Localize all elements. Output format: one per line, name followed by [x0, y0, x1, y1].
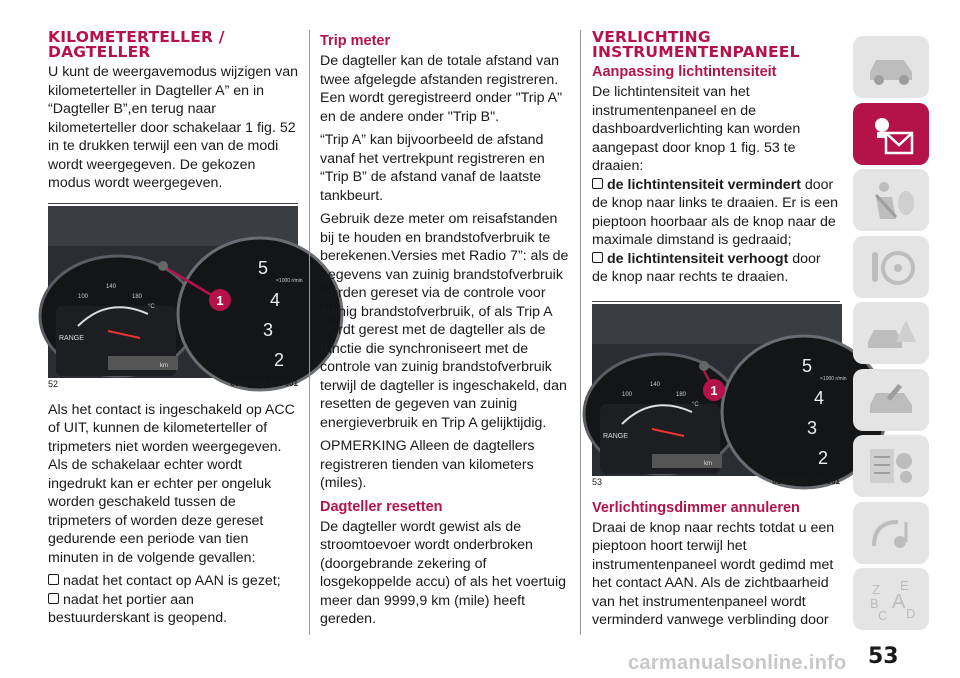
column-right	[592, 28, 847, 635]
warning-lights-icon	[862, 109, 920, 159]
temp-label-180: 180	[676, 391, 687, 398]
checkbox-bullet-icon	[48, 593, 59, 604]
bullet-bold: de lichtintensiteit vermindert	[607, 176, 801, 193]
tab-technical-data[interactable]	[853, 435, 929, 497]
subheading-reset: Dagteller resetten	[320, 498, 443, 515]
paragraph: De lichtintensiteit van het instrumentenpaneel en de dashboardverlichting kan worden aangepast door knop 1 fig. 53 te draaien:	[592, 84, 801, 174]
bullet-item	[48, 572, 298, 591]
paragraph: Als het contact is ingeschakeld op ACC of UIT, kunnen de kilometerteller of tripmeters niet worden weergegeven. Als de schakelaar echter wordt ingedrukt kan er echter per ongeluk worden geschakeld tussen de tripmeters of worden deze gereset gedurende een periode van tien minuten in de volgende gevallen:	[48, 401, 295, 566]
figure-code: 05020102-121-001	[772, 476, 840, 486]
rpm-tick-4: 4	[270, 289, 281, 310]
bullet-text: door de knop naar rechts te draaien.	[592, 250, 821, 285]
multimedia-icon	[862, 508, 920, 558]
subheading-cancel-dimmer: Verlichtingsdimmer annuleren	[592, 499, 800, 516]
bullet-text: nadat het portier aan bestuurderskant is geopend.	[48, 591, 228, 626]
figure-caption	[592, 477, 840, 487]
tab-multimedia[interactable]	[853, 502, 929, 564]
temp-label-100: 100	[622, 391, 633, 398]
column-middle	[320, 30, 570, 634]
bullet-bold: de lichtintensiteit verhoogt	[607, 250, 789, 267]
bullet-text: nadat het contact op AAN is gezet;	[63, 573, 281, 589]
cluster-figure-image	[48, 206, 303, 378]
paragraph: U kunt de weergavemodus wijzigen van kilometerteller in Dagteller A” en in “Dagteller B”,en terug naar kilometerteller door schakelaar 1 fig. 52 in te drukken terwijl een van de modi wordt weergegeven. De gekozen modus wordt weergegeven.	[48, 64, 298, 191]
section-heading-lighting: VERLICHTING INSTRUMENTENPANEEL	[592, 28, 800, 61]
rpm-unit: ×1000 r/min	[276, 277, 303, 284]
subheading-trip-meter: Trip meter	[320, 33, 391, 49]
tab-emergency[interactable]	[853, 302, 929, 364]
figure-caption	[48, 379, 298, 389]
temp-label-140: 140	[650, 381, 661, 388]
bullet-item	[592, 250, 840, 287]
rpm-tick-2: 2	[274, 349, 285, 370]
car-icon	[862, 42, 920, 92]
figure-callout-1: 1	[216, 292, 224, 308]
index-letter: C	[878, 608, 888, 623]
tab-warning-lights[interactable]	[853, 103, 929, 165]
rpm-unit: ×1000 r/min	[820, 375, 847, 382]
bullet-item	[592, 176, 840, 250]
tab-car[interactable]	[853, 36, 929, 98]
temp-label-140: 140	[106, 283, 117, 290]
km-label: km	[160, 362, 168, 369]
tab-safety[interactable]	[853, 169, 929, 231]
figure-callout-1: 1	[710, 382, 718, 398]
temp-label-180: 180	[132, 293, 143, 300]
section-heading-odometer: KILOMETERTELLER / DAGTELLER	[48, 28, 225, 61]
column-left	[48, 28, 303, 628]
index-icon	[862, 574, 920, 624]
paragraph-note: OPMERKING Alleen de dagtellers registreren tienden van kilometers (miles).	[320, 438, 535, 491]
checkbox-bullet-icon	[592, 252, 603, 263]
page-number: 53	[868, 644, 899, 669]
checkbox-bullet-icon	[592, 178, 603, 189]
rpm-tick-2: 2	[818, 447, 829, 468]
index-letter: E	[900, 578, 909, 593]
rpm-tick-4: 4	[814, 387, 825, 408]
tab-maintenance[interactable]	[853, 369, 929, 431]
index-letter: D	[906, 606, 916, 621]
range-label: RANGE	[603, 432, 628, 440]
figure-number: 53	[592, 476, 603, 487]
subheading-adjust: Aanpassing lichtintensiteit	[592, 64, 777, 80]
tab-index[interactable]	[853, 568, 929, 630]
rpm-tick-3: 3	[263, 319, 274, 340]
paragraph: Gebruik deze meter om reisafstanden bij te houden en brandstofverbruik te berekenen.Versies met Radio 7”: als de gegevens van zuinig brandstofverbruik worden gereset via de controle voor zuinig brandstofverbruik, of als Trip A wordt gerest met de dagteller als de functie die synchroniseert met de controle van zuinig brandstofverbruik terwijl de dagteller is ingeschakeld, dan resetten de gegeven van zuinig energieverbruik en Trip A gelijktijdig.	[320, 211, 569, 431]
index-letter: A	[892, 591, 906, 613]
rpm-tick-5: 5	[258, 257, 269, 278]
rpm-tick-3: 3	[807, 417, 818, 438]
rpm-tick-5: 5	[802, 355, 813, 376]
tab-starting-driving[interactable]	[853, 236, 929, 298]
index-letter: Z	[872, 582, 880, 597]
column-divider	[580, 30, 581, 635]
checkbox-bullet-icon	[48, 574, 59, 585]
bullet-text: door de knop naar links te draaien. Er is een pieptoon hoorbaar als de knop naar de maximale dimstand is gedraaid;	[592, 176, 839, 248]
figure-code: 05020102-121-001	[230, 378, 298, 388]
bullet-item	[48, 591, 298, 628]
seatbelt-airbag-icon	[862, 175, 920, 225]
watermark: carmanualsonline.info	[628, 652, 847, 674]
paragraph: De dagteller kan de totale afstand van twee afgelegde afstanden registreren. Een wordt geregistreerd onder "Trip A" en de andere onder "Trip B".	[320, 53, 563, 125]
breakdown-icon	[862, 308, 920, 358]
range-label: RANGE	[59, 334, 84, 342]
paragraph: “Trip A” kan bijvoorbeeld de afstand vanaf het vertrekpunt registreren en “Trip B” de afstand vanaf de laatste tankbeurt.	[320, 132, 545, 204]
chapter-tabs	[853, 36, 929, 635]
paragraph: Draai de knop naar rechts totdat u een pieptoon hoort terwijl het instrumentenpaneel wordt gedimd met het contact AAN. Als de zichtbaarheid van het instrumentenpaneel wordt verminderd vanwege verblinding door	[592, 519, 835, 628]
specs-gears-icon	[862, 441, 920, 491]
index-letter: B	[870, 596, 879, 611]
paragraph: De dagteller wordt gewist als de stroomtoevoer wordt onderbroken (doorgebrande zekering of losgekoppelde accu) of als het voertuig meer dan 9999,9 km (mile) heeft gereden.	[320, 518, 567, 627]
temp-unit: °C	[692, 401, 699, 408]
figure-53	[592, 301, 847, 487]
cluster-figure-image	[592, 304, 847, 476]
temp-label-100: 100	[78, 293, 89, 300]
km-label: km	[704, 460, 712, 467]
column-divider	[309, 30, 310, 635]
maintenance-car-icon	[862, 375, 920, 425]
steering-wheel-icon	[862, 242, 920, 292]
temp-unit: °C	[148, 303, 155, 310]
figure-number: 52	[48, 378, 59, 389]
figure-52	[48, 203, 303, 389]
